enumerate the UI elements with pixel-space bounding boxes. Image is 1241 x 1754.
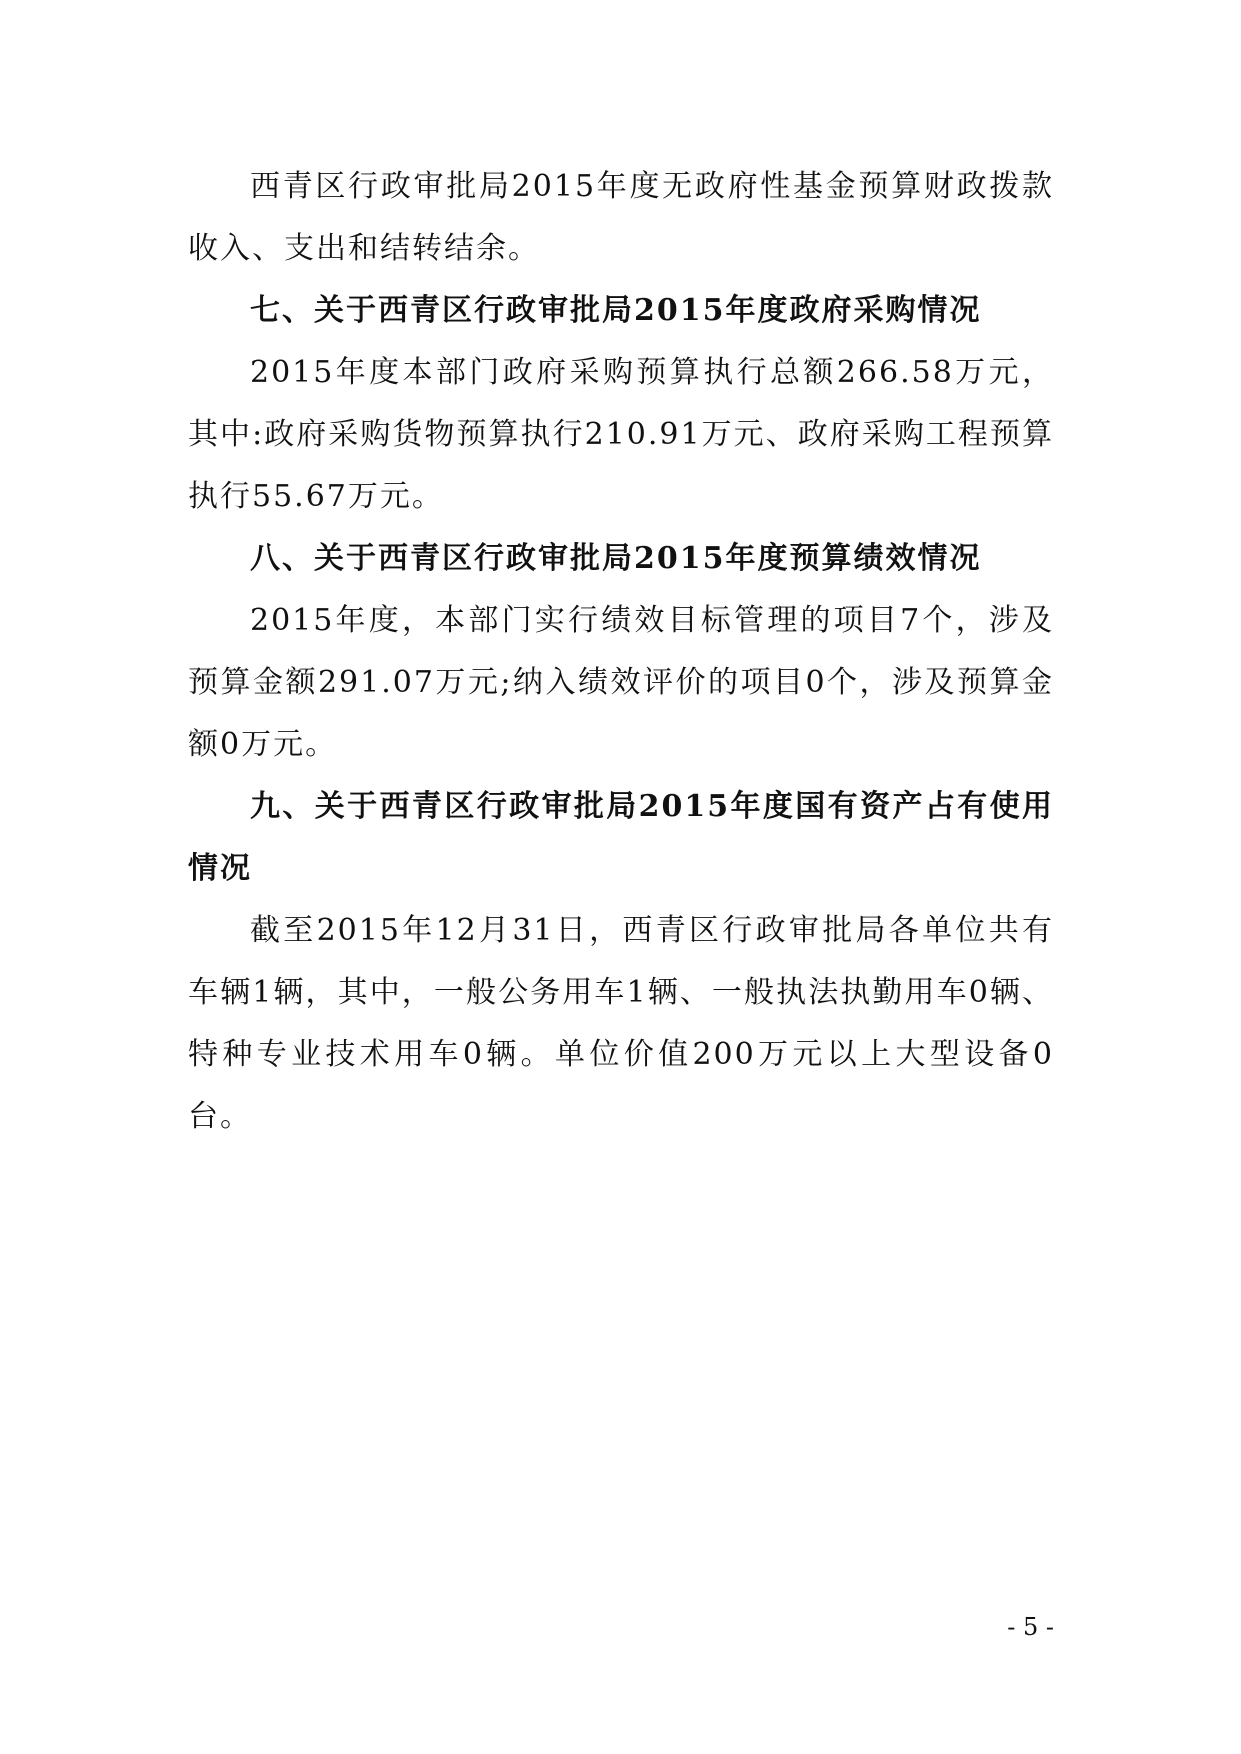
section-heading-state-assets: 九、关于西青区行政审批局2015年度国有资产占有使用情况: [188, 789, 1054, 886]
paragraph-fund-budget: 西青区行政审批局2015年度无政府性基金预算财政拨款收入、支出和结转结余。: [188, 169, 1054, 266]
section-heading-procurement: 七、关于西青区行政审批局2015年度政府采购情况: [250, 293, 982, 328]
page-number: - 5 -: [1007, 1613, 1054, 1641]
paragraph-state-assets: 截至2015年12月31日，西青区行政审批局各单位共有车辆1辆，其中，一般公务用车1辆、一般执法执勤用车0辆、特种专业技术用车0辆。单位价值200万元以上大型设备0台。: [188, 913, 1054, 1134]
paragraph-procurement: 2015年度本部门政府采购预算执行总额266.58万元，其中:政府采购货物预算执行210.91万元、政府采购工程预算执行55.67万元。: [188, 355, 1054, 514]
section-heading-performance: 八、关于西青区行政审批局2015年度预算绩效情况: [250, 541, 982, 576]
paragraph-performance: 2015年度，本部门实行绩效目标管理的项目7个，涉及预算金额291.07万元;纳入绩效评价的项目0个，涉及预算金额0万元。: [188, 603, 1054, 762]
document-body: [188, 156, 1054, 1148]
